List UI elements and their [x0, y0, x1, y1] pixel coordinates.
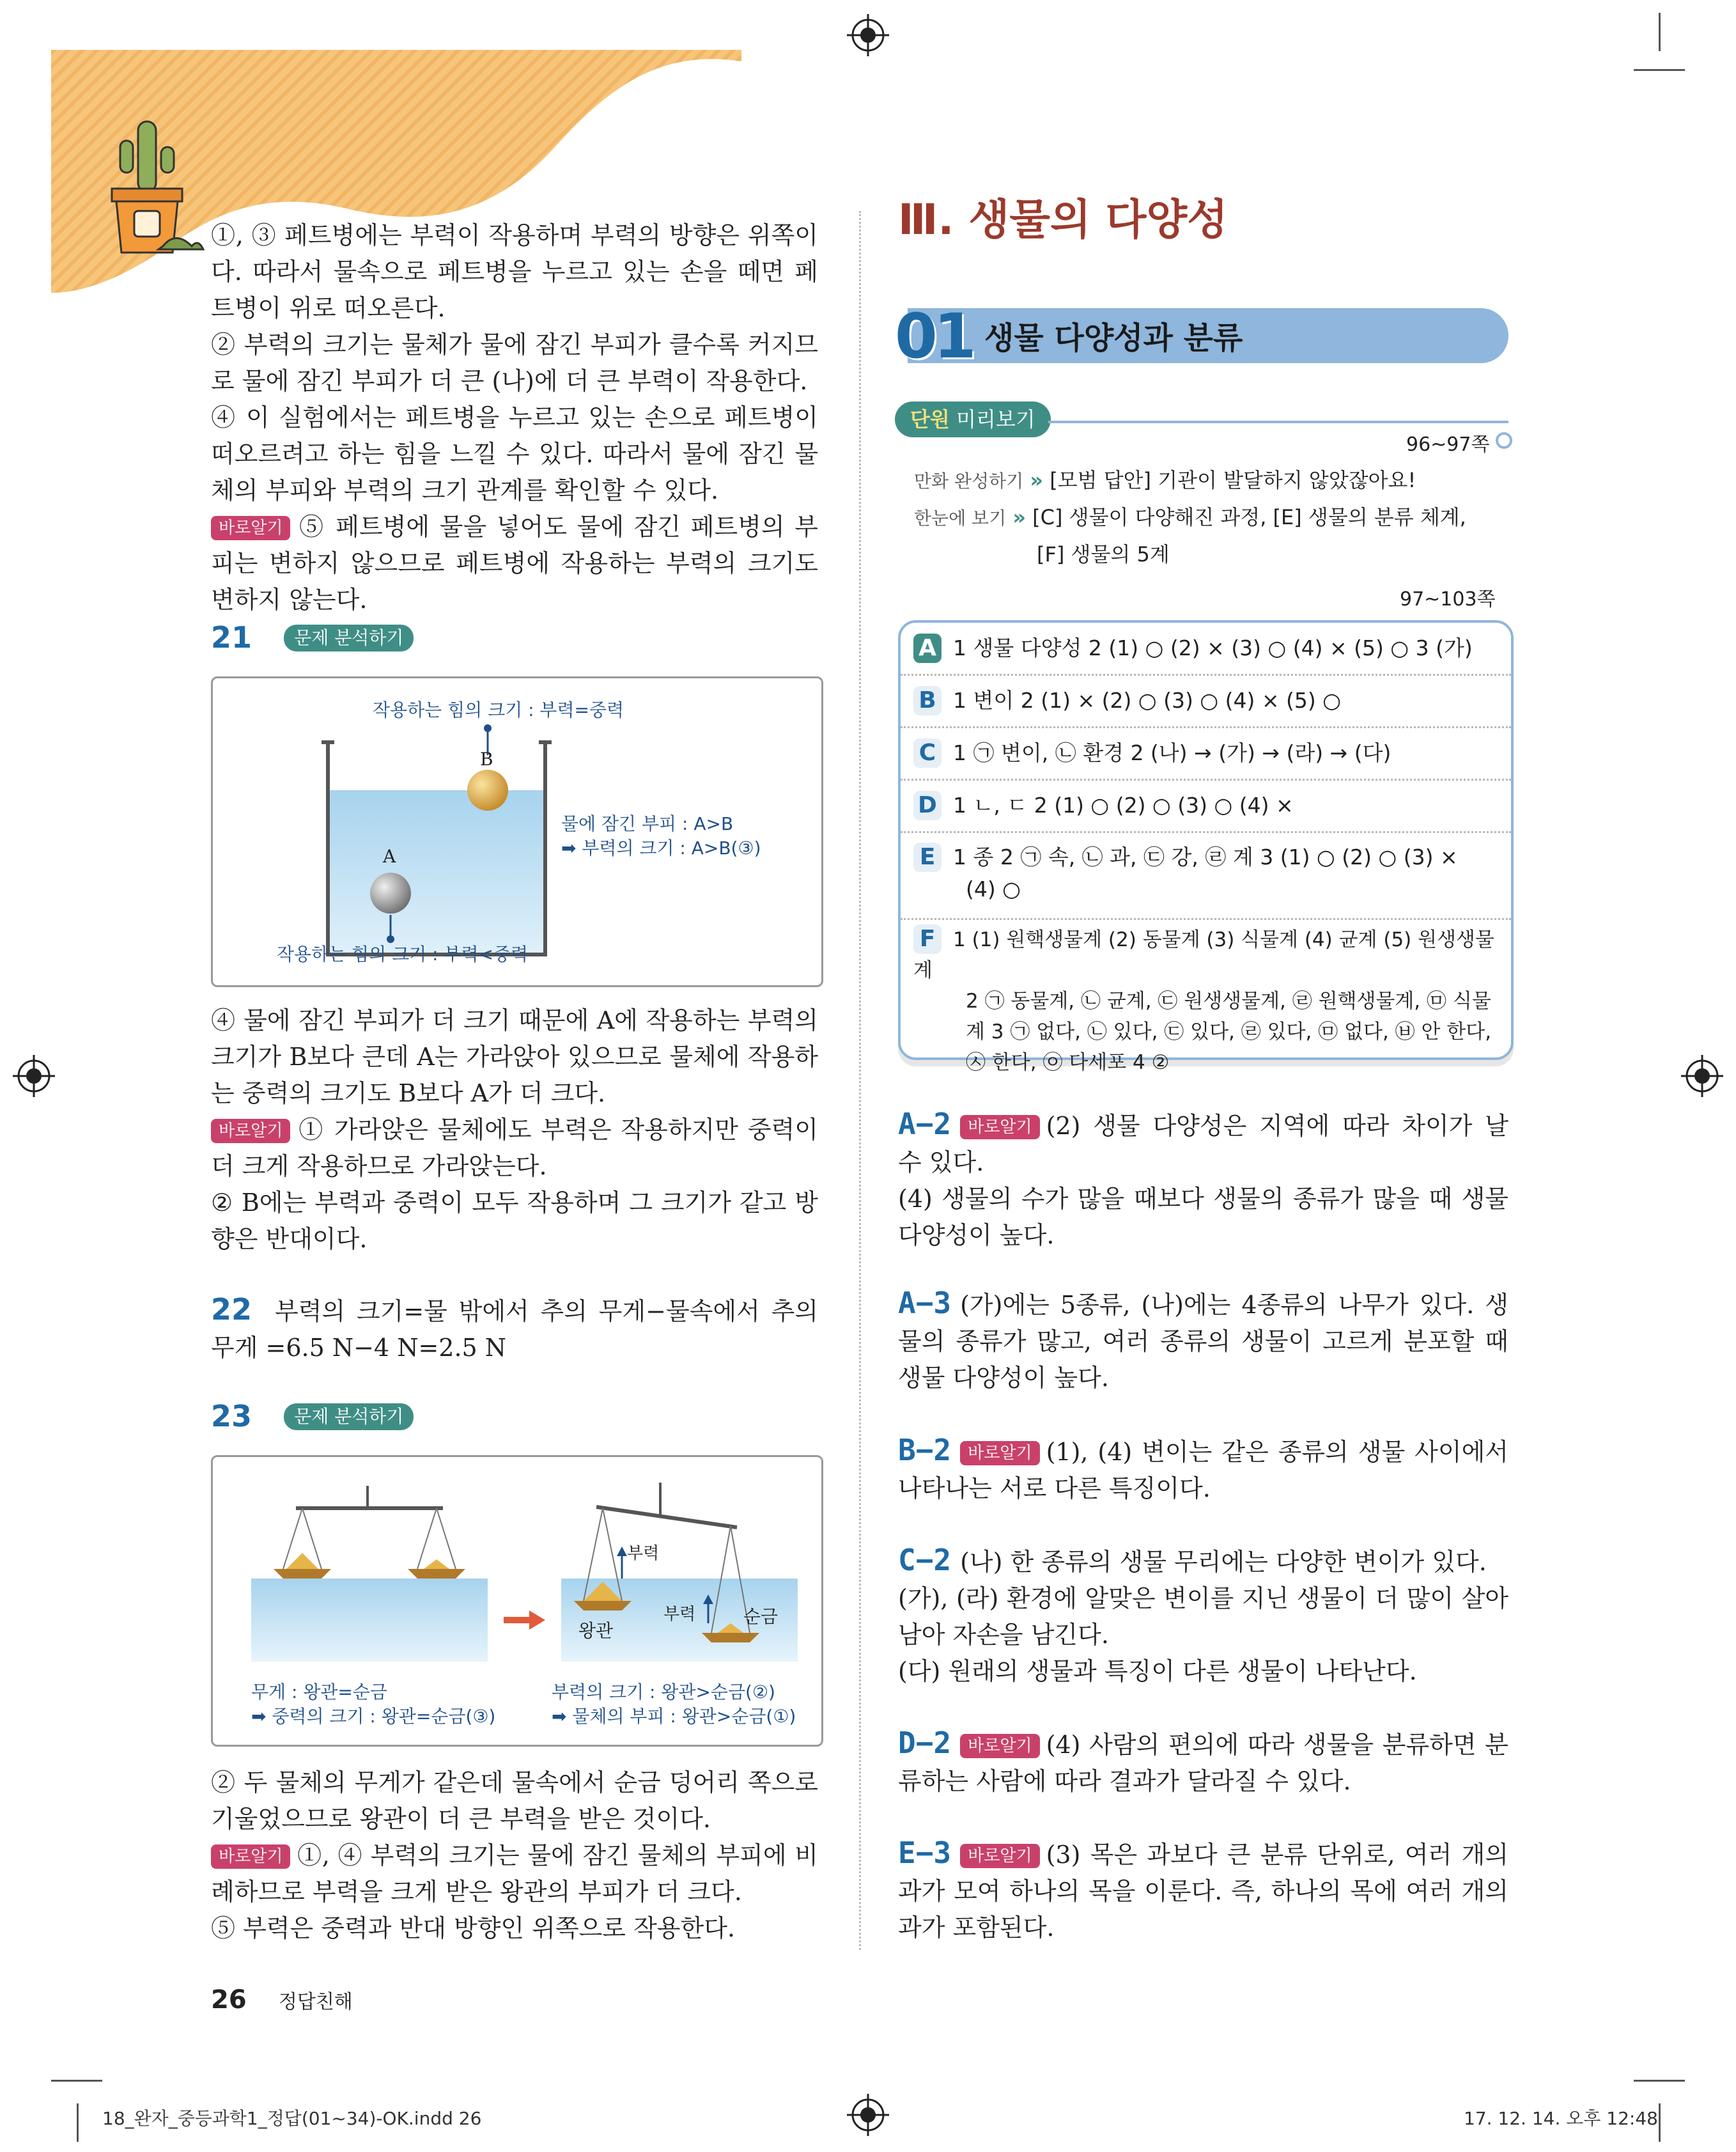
answer-text: 2 ㉠ 동물계, ㉡ 균계, ㉢ 원생생물계, ㉣ 원핵생물계, ㉤ 식물: [966, 990, 1491, 1013]
glance-label: 한눈에 보기: [914, 508, 1007, 529]
registration-mark-icon: [847, 14, 889, 56]
glance-text-2: [F] 생물의 5계: [1037, 542, 1170, 566]
badge-text: ⑤ 페트병에 물을 넣어도 물에 잠긴 페트병의 부피는 변하지 않으므로 페트병에 작용하는 부력의 크기도 변하지 않는다.: [211, 513, 818, 614]
figure-21-box: [211, 676, 823, 987]
answer-text: (4) ○: [966, 877, 1021, 901]
buoyancy-label: 부력: [627, 1544, 660, 1563]
page-footer: [211, 1985, 353, 2015]
crown-label: 왕관: [578, 1620, 614, 1641]
paragraph: (1), (4) 변이는 같은 종류의 생물 사이에서 나타나는 서로 다른 특징이다.: [898, 1438, 1508, 1502]
explanation-number: C−2: [898, 1543, 952, 1577]
figure-label: 작용하는 힘의 크기 : 부력=중력: [373, 699, 624, 721]
explanation-a-3: [898, 1285, 1508, 1396]
glance-row: [914, 501, 1466, 531]
chapter-number: 01: [895, 300, 973, 372]
paragraph: ⑤ 부력은 중력과 반대 방향인 위쪽으로 작용한다.: [211, 1914, 736, 1942]
paragraph: ④ 이 실험에서는 페트병을 누르고 있는 손으로 페트병이 떠오르려고 하는 힘을 느낄 수 있다. 따라서 물에 잠긴 물체의 부피와 부력의 크기 관계를 확인할 수 있다.: [211, 403, 818, 504]
page-label: 정답친해: [278, 1991, 353, 2013]
paragraph: 부력의 크기=물 밖에서 추의 무게−물속에서 추의 무게 =6.5 N−4 N=2.5 N: [211, 1297, 818, 1362]
crop-mark: [51, 2080, 102, 2082]
slug-file-name: 18_완자_중등과학1_정답(01~34)-OK.indd 26: [102, 2108, 482, 2129]
question-number: 21: [211, 620, 252, 655]
paragraph: [211, 509, 818, 618]
cartoon-text: [모범 답안] 기관이 발달하지 않았잖아요!: [1050, 468, 1416, 492]
slug-date: 17. 12. 14. 오후 12:48: [1464, 2108, 1658, 2129]
answer-text: 1 ㄴ, ㄷ 2 (1) ○ (2) ○ (3) ○ (4) ×: [953, 793, 1294, 818]
correct-answer-badge: 바로알기: [960, 1844, 1039, 1868]
crop-mark: [1659, 13, 1661, 51]
correct-answer-badge: 바로알기: [211, 1844, 290, 1869]
correct-answer-badge: 바로알기: [960, 1441, 1039, 1465]
ball-b-label: B: [480, 749, 493, 770]
explanation-number: A−2: [898, 1107, 952, 1141]
q23-explanation: [211, 1765, 818, 1947]
answer-letter: B: [913, 686, 942, 715]
page-number: 26: [211, 1985, 247, 2015]
figure-label: ➡ 물체의 부피 : 왕관>순금(①): [552, 1706, 796, 1727]
figure-23-box: [211, 1455, 823, 1747]
answer-row-f: [901, 918, 1511, 1074]
paragraph: ①, ③ 페트병에는 부력이 작용하며 부력의 방향은 위쪽이다. 따라서 물속으로 페트병을 누르고 있는 손을 떼면 페트병이 위로 떠오른다.: [211, 221, 818, 322]
answer-text: 1 변이 2 (1) × (2) ○ (3) ○ (4) × (5) ○: [953, 688, 1342, 713]
correct-answer-badge: 바로알기: [960, 1734, 1039, 1758]
unit-title: Ⅲ. 생물의 다양성: [898, 195, 1228, 244]
explanation-number: A−3: [898, 1286, 952, 1320]
figure-label: 작용하는 힘의 크기 : 부력<중력: [277, 944, 529, 965]
paragraph: (다) 원래의 생물과 특징이 다른 생물이 나타난다.: [898, 1657, 1417, 1685]
explanation-b-2: [898, 1432, 1508, 1507]
registration-mark-icon: [1681, 1055, 1723, 1097]
paragraph: (3) 목은 과보다 큰 분류 단위로, 여러 개의 과가 모여 하나의 목을 이룬다. 즉, 하나의 목에 여러 개의 과가 포함된다.: [898, 1841, 1508, 1942]
explanation-number: B−2: [898, 1433, 952, 1467]
paragraph: (2) 생물 다양성은 지역에 따라 차이가 날 수 있다.: [898, 1112, 1508, 1176]
answer-row-d: [901, 780, 1511, 833]
answers-box: [898, 620, 1514, 1074]
preview-line-end: [1496, 432, 1512, 449]
crop-mark: [1634, 69, 1685, 71]
cartoon-row: [914, 464, 1416, 494]
ball-a-label: A: [383, 846, 396, 867]
answer-text: 1 종 2 ㉠ 속, ㉡ 과, ㉢ 강, ㉣ 계 3 (1) ○ (2) ○ (3) ×: [953, 845, 1458, 869]
explanation-a-2: [898, 1106, 1508, 1254]
badge-text: ①, ④ 부력의 크기는 물에 잠긴 물체의 부피에 비례하므로 부력을 크게 받은 왕관의 부피가 더 크다.: [211, 1841, 818, 1906]
crop-mark: [1659, 2103, 1661, 2142]
analysis-badge: 문제 분석하기: [284, 625, 414, 651]
analysis-badge: 문제 분석하기: [284, 1403, 414, 1430]
answer-text: 1 ㉠ 변이, ㉡ 환경 2 (나) → (가) → (라) → (다): [953, 740, 1391, 765]
paragraph: (나) 한 종류의 생물 무리에는 다양한 변이가 있다.: [960, 1548, 1487, 1576]
correct-answer-badge: 바로알기: [211, 1119, 290, 1143]
crop-mark: [77, 2103, 79, 2142]
answer-letter: F: [913, 924, 942, 954]
paragraph: ② B에는 부력과 중력이 모두 작용하며 그 크기가 같고 방향은 반대이다.: [211, 1189, 818, 1253]
paragraph: [211, 1837, 818, 1910]
cactus-pot-icon: [102, 115, 205, 275]
answer-text: 1 (1) 원핵생물계 (2) 동물계 (3) 식물계 (4) 균계 (5) 원생생물계: [913, 928, 1494, 982]
preview-line: [1048, 421, 1508, 423]
chapter-title: 생물 다양성과 분류: [984, 320, 1243, 356]
preview-pages: 96~97쪽: [1406, 433, 1490, 456]
paragraph: (4) 생물의 수가 많을 때보다 생물의 종류가 많을 때 생물 다양성이 높다.: [898, 1185, 1508, 1249]
cartoon-label: 만화 완성하기: [914, 471, 1024, 492]
question-number: 23: [211, 1399, 252, 1433]
explanation-c-2: [898, 1542, 1508, 1690]
preview-label: 단원: [910, 407, 950, 432]
left-top-paragraphs: [211, 217, 818, 618]
paragraph: (4) 사람의 편의에 따라 생물을 분류하면 분류하는 사람에 따라 결과가 달라질 수 있다.: [898, 1731, 1508, 1795]
explanation-number: E−3: [898, 1836, 952, 1870]
answer-text: 1 생물 다양성 2 (1) ○ (2) × (3) ○ (4) × (5) ○ 3 (가): [953, 635, 1473, 660]
paragraph: (가), (라) 환경에 알맞은 변이를 지닌 생물이 더 많이 살아남아 자손을 남긴다.: [898, 1584, 1508, 1649]
correct-answer-badge: 바로알기: [211, 516, 290, 540]
paragraph: ② 두 물체의 무게가 같은데 물속에서 순금 덩어리 쪽으로 기울었으므로 왕관이 더 큰 부력을 받은 것이다.: [211, 1768, 818, 1833]
answer-letter: C: [913, 738, 942, 768]
paragraph: (가)에는 5종류, (나)에는 4종류의 나무가 있다. 생물의 종류가 많고, 여러 종류의 생물이 고르게 분포할 때 생물 다양성이 높다.: [898, 1291, 1508, 1392]
figure-label: 물에 잠긴 부피 : A>B: [561, 813, 734, 834]
answer-letter: D: [913, 791, 942, 820]
figure-label: ➡ 부력의 크기 : A>B(③): [561, 838, 761, 859]
paragraph: ④ 물에 잠긴 부피가 더 크기 때문에 A에 작용하는 부력의 크기가 B보다 큰데 A는 가라앉아 있으므로 물체에 작용하는 중력의 크기도 B보다 A가 더 크다.: [211, 1006, 818, 1107]
answer-letter: A: [913, 634, 942, 663]
figure-label: ➡ 중력의 크기 : 왕관=순금(③): [251, 1706, 496, 1727]
gold-label: 순금: [743, 1606, 779, 1627]
buoyancy-label: 부력: [663, 1605, 696, 1624]
column-divider: [859, 211, 861, 1950]
answer-text: ㉦ 한다, ㉧ 다세포 4 ②: [966, 1051, 1170, 1074]
question-22: [211, 1291, 818, 1366]
figure-label: 무게 : 왕관=순금: [251, 1681, 387, 1703]
glance-text: [C] 생물이 다양해진 과정, [E] 생물의 분류 체계,: [1032, 505, 1466, 529]
q21-explanation: [211, 1002, 818, 1258]
correct-answer-badge: 바로알기: [960, 1115, 1039, 1139]
paragraph: [211, 1112, 818, 1185]
question-21-header: [211, 620, 414, 655]
figure-label: 부력의 크기 : 왕관>순금(②): [552, 1681, 775, 1703]
registration-mark-icon: [847, 2094, 889, 2136]
crop-mark: [1634, 2080, 1685, 2082]
answer-letter: E: [913, 843, 942, 872]
explanation-e-3: [898, 1835, 1508, 1946]
chevron-right-icon: »: [1012, 505, 1026, 529]
chevron-right-icon: »: [1030, 468, 1044, 492]
answer-row-b: [901, 675, 1511, 728]
question-23-header: [211, 1399, 414, 1433]
registration-mark-icon: [13, 1055, 55, 1097]
preview-label: 미리보기: [956, 407, 1035, 432]
answers-pages: 97~103쪽: [1400, 588, 1496, 611]
paragraph: ② 부력의 크기는 물체가 물에 잠긴 부피가 클수록 커지므로 물에 잠긴 부피가 더 큰 (나)에 더 큰 부력이 작용한다.: [211, 331, 818, 395]
question-number: 22: [211, 1292, 252, 1327]
preview-badge: [895, 402, 1051, 437]
explanation-number: D−2: [898, 1726, 952, 1760]
answer-row-e: [901, 834, 1511, 920]
explanation-d-2: [898, 1725, 1508, 1800]
answer-row-c: [901, 728, 1511, 781]
answer-text: 계 3 ㉠ 없다, ㉡ 있다, ㉢ 있다, ㉣ 있다, ㉤ 없다, ㉥ 안 한다,: [966, 1020, 1492, 1043]
badge-text: ① 가라앉은 물체에도 부력은 작용하지만 중력이 더 크게 작용하므로 가라앉는다.: [211, 1116, 818, 1180]
answer-row-a: [901, 623, 1511, 676]
